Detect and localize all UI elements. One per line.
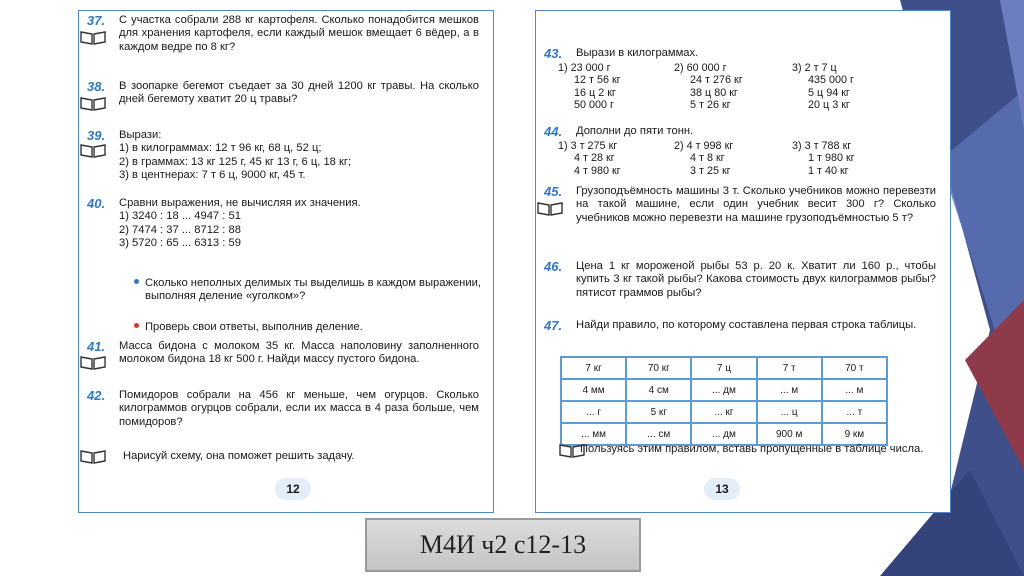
value: 1 т 40 кг <box>808 164 849 177</box>
table-cell: 4 мм <box>561 379 626 401</box>
table-cell: ... дм <box>691 423 756 445</box>
value: 3 т 25 кг <box>690 164 731 177</box>
value: 435 000 г <box>808 74 854 87</box>
problem-number: 40. <box>87 196 106 211</box>
book-icon <box>79 142 107 158</box>
problem-heading: Сравни выражения, не вычисляя их значения. <box>119 197 361 209</box>
book-icon <box>79 354 107 370</box>
value: 4 т 28 кг <box>574 152 615 165</box>
p44-column-3 <box>792 140 855 177</box>
problem-43 <box>544 47 940 60</box>
problem-number: 38. <box>87 79 106 94</box>
problem-40 <box>87 197 483 251</box>
p44-column-1 <box>558 140 621 177</box>
problem-number: 47. <box>544 318 563 333</box>
problem-39 <box>87 129 483 183</box>
value: 3) 3 т 788 кг <box>792 140 852 152</box>
problem-text: Масса бидона с молоком 35 кг. Масса наполовину заполненного молоком бидона 18 кг 500 г. Найди массу пустого бидона. <box>119 340 479 366</box>
table-row <box>561 401 887 423</box>
value: 12 т 56 кг <box>574 74 621 87</box>
value: 24 т 276 кг <box>690 74 743 87</box>
value: 1) 3 т 275 кг <box>558 140 618 152</box>
table-cell: 5 кг <box>626 401 691 423</box>
problem-number: 45. <box>544 184 563 199</box>
page-number: 12 <box>275 478 311 500</box>
value: 1 т 980 кг <box>808 152 855 165</box>
problem-47-hint <box>580 443 940 456</box>
problem-number: 43. <box>544 46 563 61</box>
problem-number: 42. <box>87 388 106 403</box>
table-cell: 7 кг <box>561 357 626 379</box>
units-table <box>560 356 888 446</box>
bullet-question <box>145 277 483 304</box>
p43-column-1 <box>558 62 621 112</box>
problem-37 <box>87 14 483 54</box>
problem-number: 41. <box>87 339 106 354</box>
table-cell: 7 ц <box>691 357 756 379</box>
table-cell: ... м <box>822 379 887 401</box>
problem-item: 3) в центнерах: 7 т 6 ц, 9000 кг, 45 т. <box>119 169 306 182</box>
value: 1) 23 000 г <box>558 62 611 74</box>
p43-column-2 <box>674 62 743 112</box>
problem-42-hint <box>123 450 483 463</box>
book-icon <box>79 95 107 111</box>
hint-text: Нарисуй схему, она поможет решить задачу. <box>123 450 355 462</box>
problem-46 <box>544 260 940 300</box>
table-cell: ... г <box>561 401 626 423</box>
table-cell: ... дм <box>691 379 756 401</box>
value: 4 т 980 кг <box>574 164 621 177</box>
table-cell: ... ц <box>757 401 822 423</box>
problem-text: С участка собрали 288 кг картофеля. Сколько понадобится мешков для хранения картофеля, если каждый мешок вмещает 6 вёдер, а в каждом ведре по 8 кг? <box>119 14 479 53</box>
textbook-page-left <box>78 10 494 513</box>
table-row <box>561 379 887 401</box>
problem-42 <box>87 389 483 429</box>
book-icon <box>536 200 564 216</box>
problem-number: 37. <box>87 13 106 28</box>
problem-text: Найди правило, по которому составлена первая строка таблицы. <box>576 319 917 331</box>
value: 2) 4 т 998 кг <box>674 140 734 152</box>
textbook-page-right <box>535 10 951 513</box>
red-bullet-icon <box>134 323 139 328</box>
value: 2) 60 000 г <box>674 62 727 74</box>
p44-column-2 <box>674 140 733 177</box>
value: 20 ц 3 кг <box>808 99 850 112</box>
problem-heading: Вырази: <box>119 129 162 141</box>
value: 38 ц 80 кг <box>690 86 738 99</box>
book-icon <box>79 448 107 464</box>
problem-heading: Дополни до пяти тонн. <box>576 125 694 137</box>
page-number: 13 <box>704 478 740 500</box>
problem-number: 46. <box>544 259 563 274</box>
problem-47 <box>544 319 940 332</box>
table-row <box>561 357 887 379</box>
p43-column-3 <box>792 62 854 112</box>
problem-44 <box>544 125 940 138</box>
problem-number: 44. <box>544 124 563 139</box>
problem-item: 2) в граммах: 13 кг 125 г, 45 кг 13 г, 6 ц, 18 кг; <box>119 155 352 168</box>
table-cell: ... м <box>757 379 822 401</box>
problem-38 <box>87 80 483 107</box>
slide-caption: М4И ч2 с12-13 <box>365 518 641 572</box>
value: 16 ц 2 кг <box>574 86 616 99</box>
table-cell: 7 т <box>757 357 822 379</box>
table-cell: 900 м <box>757 423 822 445</box>
table-row <box>561 423 887 445</box>
value: 5 ц 94 кг <box>808 86 850 99</box>
value: 5 т 26 кг <box>690 99 731 112</box>
book-icon <box>79 29 107 45</box>
value: 3) 2 т 7 ц <box>792 62 837 74</box>
bullet-check <box>145 321 483 334</box>
problem-text: Цена 1 кг мороженой рыбы 53 р. 20 к. Хватит ли 160 р., чтобы купить 3 кг такой рыбы? Какова стоимость двух килограммов рыбы? пятисот граммов рыбы? <box>576 260 936 299</box>
bullet-text: Сколько неполных делимых ты выделишь в каждом выражении, выполняя деление «уголком»? <box>145 277 481 303</box>
bullet-text: Проверь свои ответы, выполнив деление. <box>145 321 363 333</box>
book-icon <box>558 442 586 458</box>
hint-text: Пользуясь этим правилом, вставь пропущенные в таблице числа. <box>580 443 924 455</box>
blue-bullet-icon <box>134 279 139 284</box>
table-cell: 4 см <box>626 379 691 401</box>
table-cell: ... мм <box>561 423 626 445</box>
table-cell: 9 км <box>822 423 887 445</box>
table-cell: ... кг <box>691 401 756 423</box>
value: 4 т 8 кг <box>690 152 725 165</box>
problem-45 <box>544 185 940 225</box>
problem-number: 39. <box>87 128 106 143</box>
problem-item: 1) в килограммах: 12 т 96 кг, 68 ц, 52 ц; <box>119 142 322 155</box>
problem-text: В зоопарке бегемот съедает за 30 дней 1200 кг травы. На сколько дней бегемоту хватит 20 ц травы? <box>119 80 479 106</box>
table-cell: 70 т <box>822 357 887 379</box>
table-cell: 70 кг <box>626 357 691 379</box>
problem-41 <box>87 340 483 367</box>
problem-text: Грузоподъёмность машины 3 т. Сколько учебников можно перевезти на такой машине, если один учебник весит 300 г? Сколько учебников можно перевезти на машине грузоподъёмностью 5 т? <box>576 185 936 224</box>
problem-heading: Вырази в килограммах. <box>576 47 699 59</box>
value: 50 000 г <box>574 99 614 112</box>
problem-item: 3) 5720 : 65 ... 6313 : 59 <box>119 237 241 250</box>
problem-item: 2) 7474 : 37 ... 8712 : 88 <box>119 223 241 236</box>
table-cell: ... см <box>626 423 691 445</box>
table-cell: ... т <box>822 401 887 423</box>
problem-text: Помидоров собрали на 456 кг меньше, чем огурцов. Сколько килограммов огурцов собрали, если их масса в 4 раза больше, чем помидоров? <box>119 389 479 428</box>
problem-item: 1) 3240 : 18 ... 4947 : 51 <box>119 210 241 223</box>
